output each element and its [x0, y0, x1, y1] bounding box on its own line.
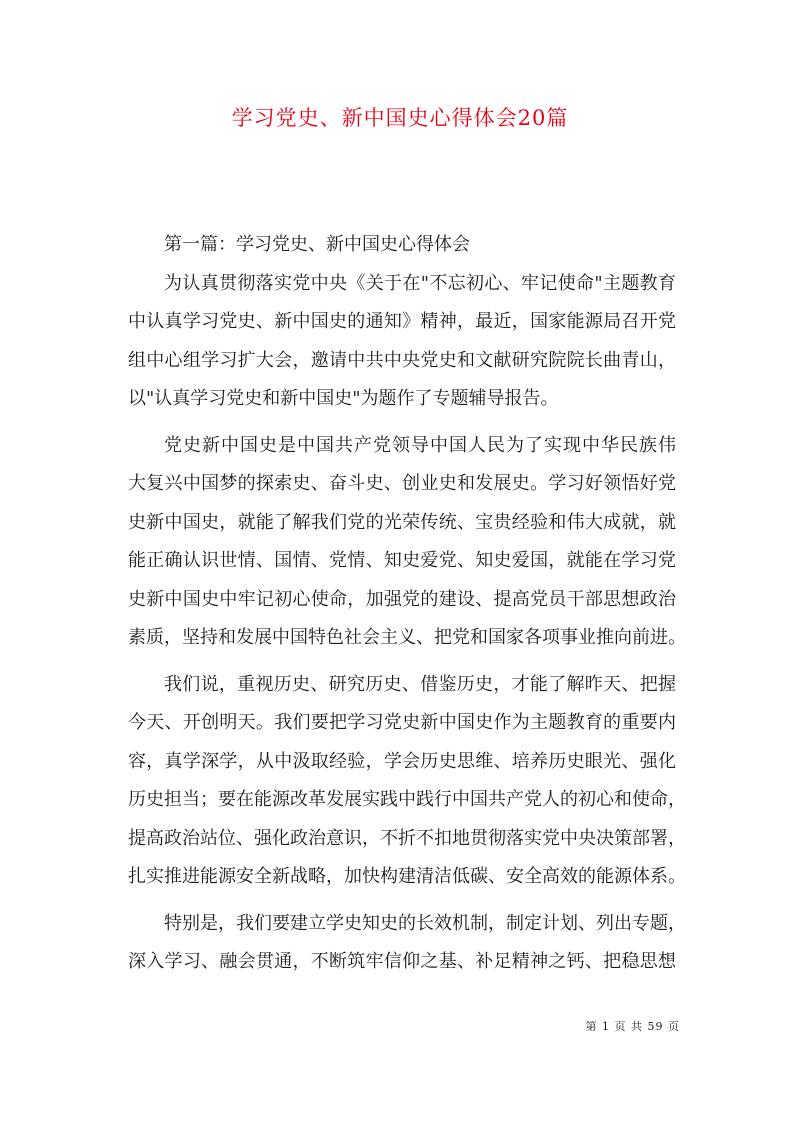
paragraph-1-line-4: 以"认真学习党史和新中国史"为题作了专题辅导报告。: [128, 388, 559, 409]
paragraph-3-line-4: 历史担当；要在能源改革发展实践中践行中国共产党人的初心和使命，: [128, 789, 686, 810]
paragraph-2-line-6: 素质，坚持和发展中国特色社会主义、把党和国家各项事业推向前进。: [128, 627, 686, 648]
paragraph-1-line-2: 中认真学习党史、新中国史的通知》精神，最近，国家能源局召开党: [128, 311, 676, 332]
paragraph-2-line-5: 史新中国史中牢记初心使命，加强党的建设、提高党员干部思想政治: [128, 588, 676, 610]
paragraph-1-line-1: 为认真贯彻落实党中央《关于在"不忘初心、牢记使命"主题教育: [164, 272, 676, 294]
paragraph-gap: [128, 658, 676, 666]
paragraph-3-line-1: 我们说，重视历史、研究历史、借鉴历史，才能了解昨天、把握: [164, 673, 676, 695]
paragraph-4-line-2: 深入学习、融会贯通，不断筑牢信仰之基、补足精神之钙、把稳思想: [128, 951, 676, 972]
paragraph-gap: [128, 897, 676, 905]
paragraph-2-line-1: 党史新中国史是中国共产党领导中国人民为了实现中华民族伟: [164, 434, 676, 456]
paragraph-4-line-1: 特别是，我们要建立学史知史的长效机制，制定计划、列出专题，: [164, 912, 686, 934]
paragraph-2-line-4: 能正确认识世情、国情、党情、知史爱党、知史爱国，就能在学习党: [128, 550, 676, 571]
section-heading: 第一篇：学习党史、新中国史心得体会: [164, 234, 470, 255]
paragraph-3-line-6: 扎实推进能源安全新战略，加快构建清洁低碳、安全高效的能源体系。: [128, 866, 686, 887]
paragraph-gap: [128, 419, 676, 427]
paragraph-2-line-2: 大复兴中国梦的探索史、奋斗史、创业史和发展史。学习好领悟好党: [128, 473, 676, 494]
document-title: 学习党史、新中国史心得体会20篇: [231, 106, 569, 130]
paragraph-3-line-2: 今天、开创明天。我们要把学习党史新中国史作为主题教育的重要内: [128, 712, 676, 733]
paragraph-3-line-3: 容，真学深学，从中汲取经验，学会历史思维、培养历史眼光、强化: [128, 750, 676, 772]
paragraph-3-line-5: 提高政治站位、强化政治意识，不折不扣地贯彻落实党中央决策部署，: [128, 827, 686, 849]
document-body: [128, 226, 686, 982]
page-number-footer: 第 1 页 共 59 页: [585, 1020, 680, 1033]
paragraph-1-line-3: 组中心组学习扩大会，邀请中共中央党史和文献研究院院长曲青山，: [128, 349, 676, 371]
paragraph-2-line-3: 史新中国史，就能了解我们党的光荣传统、宝贵经验和伟大成就，就: [128, 511, 676, 533]
